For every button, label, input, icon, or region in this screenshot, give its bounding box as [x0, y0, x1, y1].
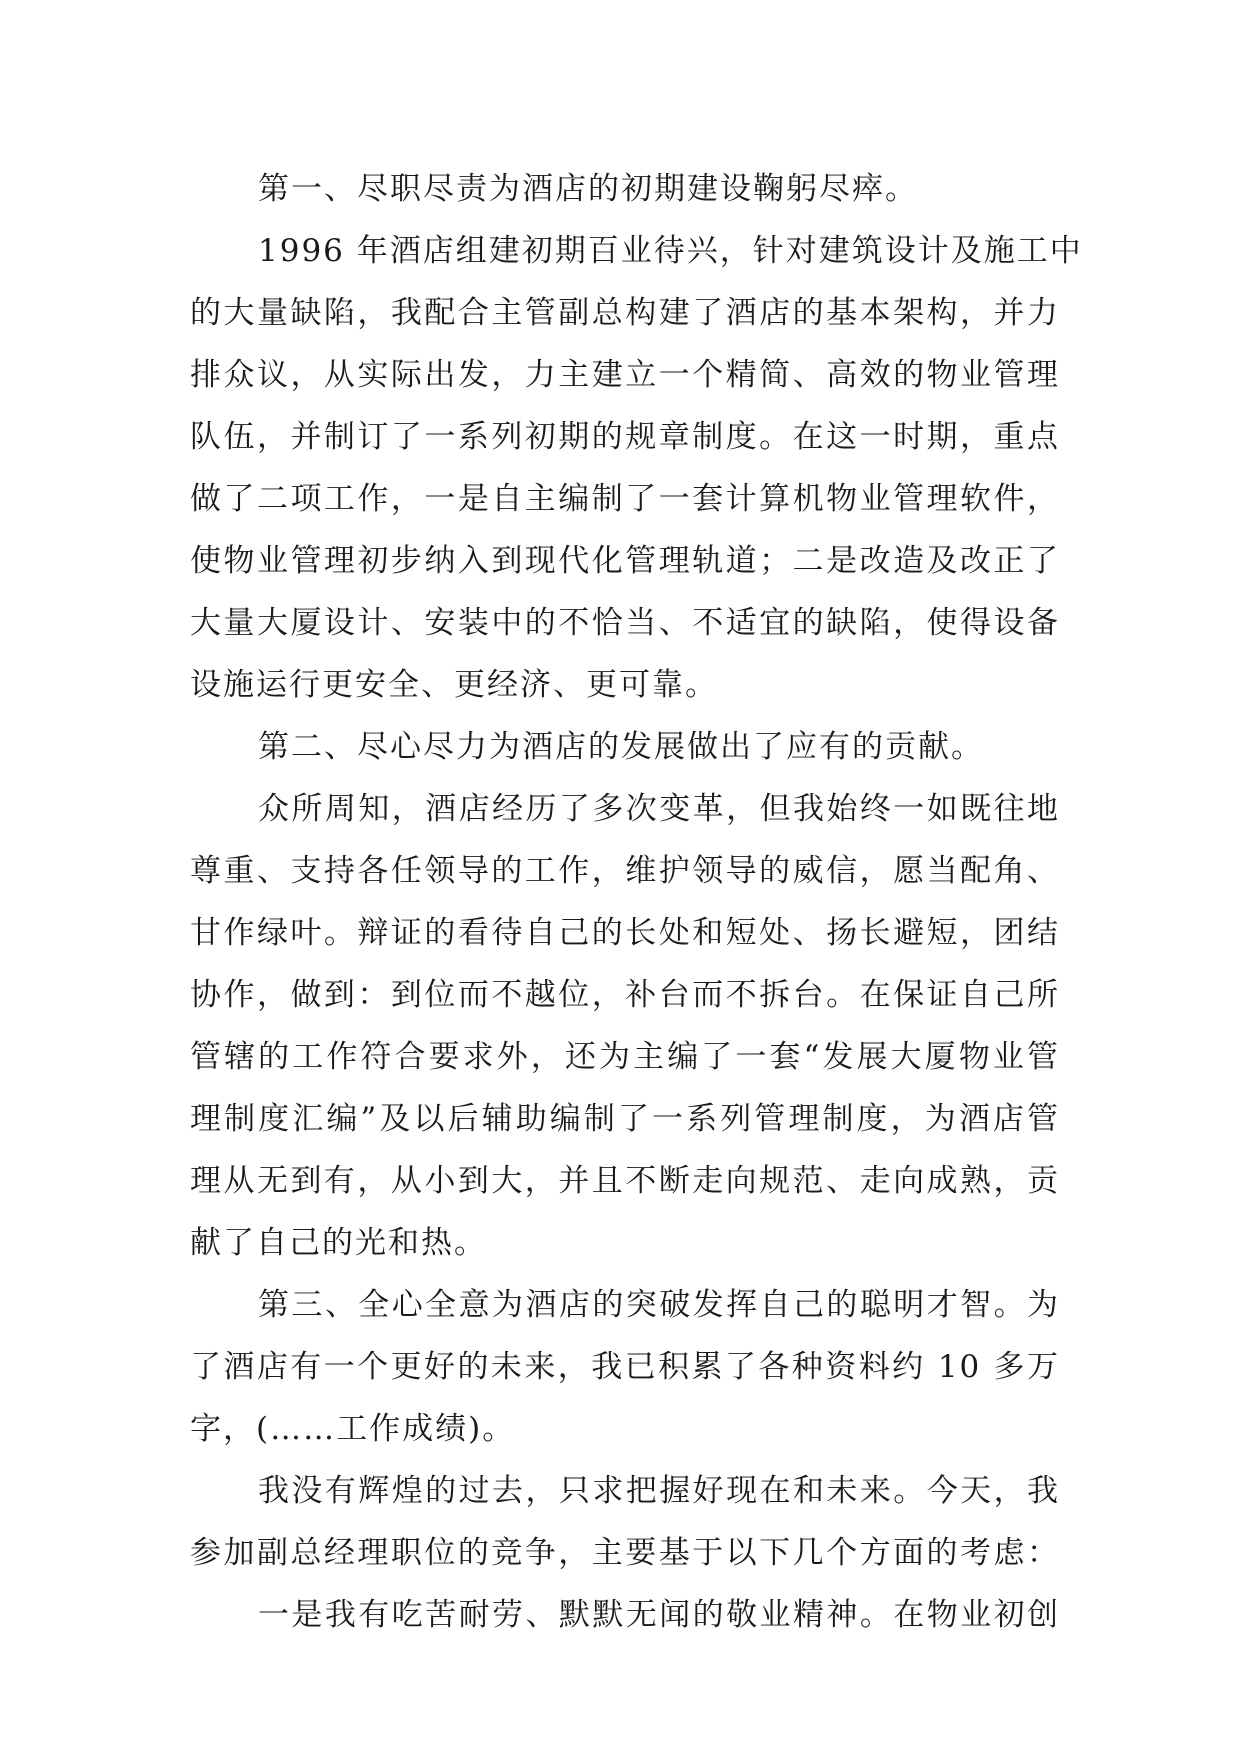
- paragraph-line: 甘作绿叶。辩证的看待自己的长处和短处、扬长避短，团结: [190, 915, 1060, 951]
- paragraph-line: 使物业管理初步纳入到现代化管理轨道；二是改造及改正了: [190, 543, 1060, 579]
- paragraph-line: 了酒店有一个更好的未来，我已积累了各种资料约 10 多万: [190, 1349, 1060, 1385]
- section-heading-3: 第三、全心全意为酒店的突破发挥自己的聪明才智。为: [258, 1287, 1060, 1323]
- paragraph-line: 一是我有吃苦耐劳、默默无闻的敬业精神。在物业初创: [258, 1597, 1060, 1633]
- section-heading-2: 第二、尽心尽力为酒店的发展做出了应有的贡献。: [258, 729, 984, 765]
- paragraph-line: 理制度汇编”及以后辅助编制了一系列管理制度，为酒店管: [190, 1101, 1060, 1137]
- paragraph-line: 管辖的工作符合要求外，还为主编了一套“发展大厦物业管: [190, 1039, 1060, 1075]
- paragraph-line: 字，(……工作成绩)。: [190, 1411, 516, 1447]
- paragraph-line: 理从无到有，从小到大，并且不断走向规范、走向成熟，贡: [190, 1163, 1060, 1199]
- paragraph-line: 参加副总经理职位的竞争，主要基于以下几个方面的考虑：: [190, 1535, 1060, 1571]
- paragraph-line: 尊重、支持各任领导的工作，维护领导的威信，愿当配角、: [190, 853, 1060, 889]
- paragraph-line: 做了二项工作，一是自主编制了一套计算机物业管理软件，: [190, 481, 1060, 517]
- section-heading-1: 第一、尽职尽责为酒店的初期建设鞠躬尽瘁。: [258, 171, 918, 207]
- paragraph-line: 1996 年酒店组建初期百业待兴，针对建筑设计及施工中: [258, 233, 1083, 269]
- paragraph-line: 的大量缺陷，我配合主管副总构建了酒店的基本架构，并力: [190, 295, 1060, 331]
- paragraph-line: 排众议，从实际出发，力主建立一个精简、高效的物业管理: [190, 357, 1060, 393]
- paragraph-line: 设施运行更安全、更经济、更可靠。: [190, 667, 718, 703]
- paragraph-line: 大量大厦设计、安装中的不恰当、不适宜的缺陷，使得设备: [190, 605, 1060, 641]
- paragraph-line: 协作，做到：到位而不越位，补台而不拆台。在保证自己所: [190, 977, 1060, 1013]
- body-text: [190, 158, 1083, 1646]
- paragraph-line: 队伍，并制订了一系列初期的规章制度。在这一时期，重点: [190, 419, 1060, 455]
- paragraph-line: 我没有辉煌的过去，只求把握好现在和未来。今天，我: [258, 1473, 1060, 1509]
- paragraph-line: 众所周知，酒店经历了多次变革，但我始终一如既往地: [258, 791, 1060, 827]
- paragraph-line: 献了自己的光和热。: [190, 1225, 487, 1261]
